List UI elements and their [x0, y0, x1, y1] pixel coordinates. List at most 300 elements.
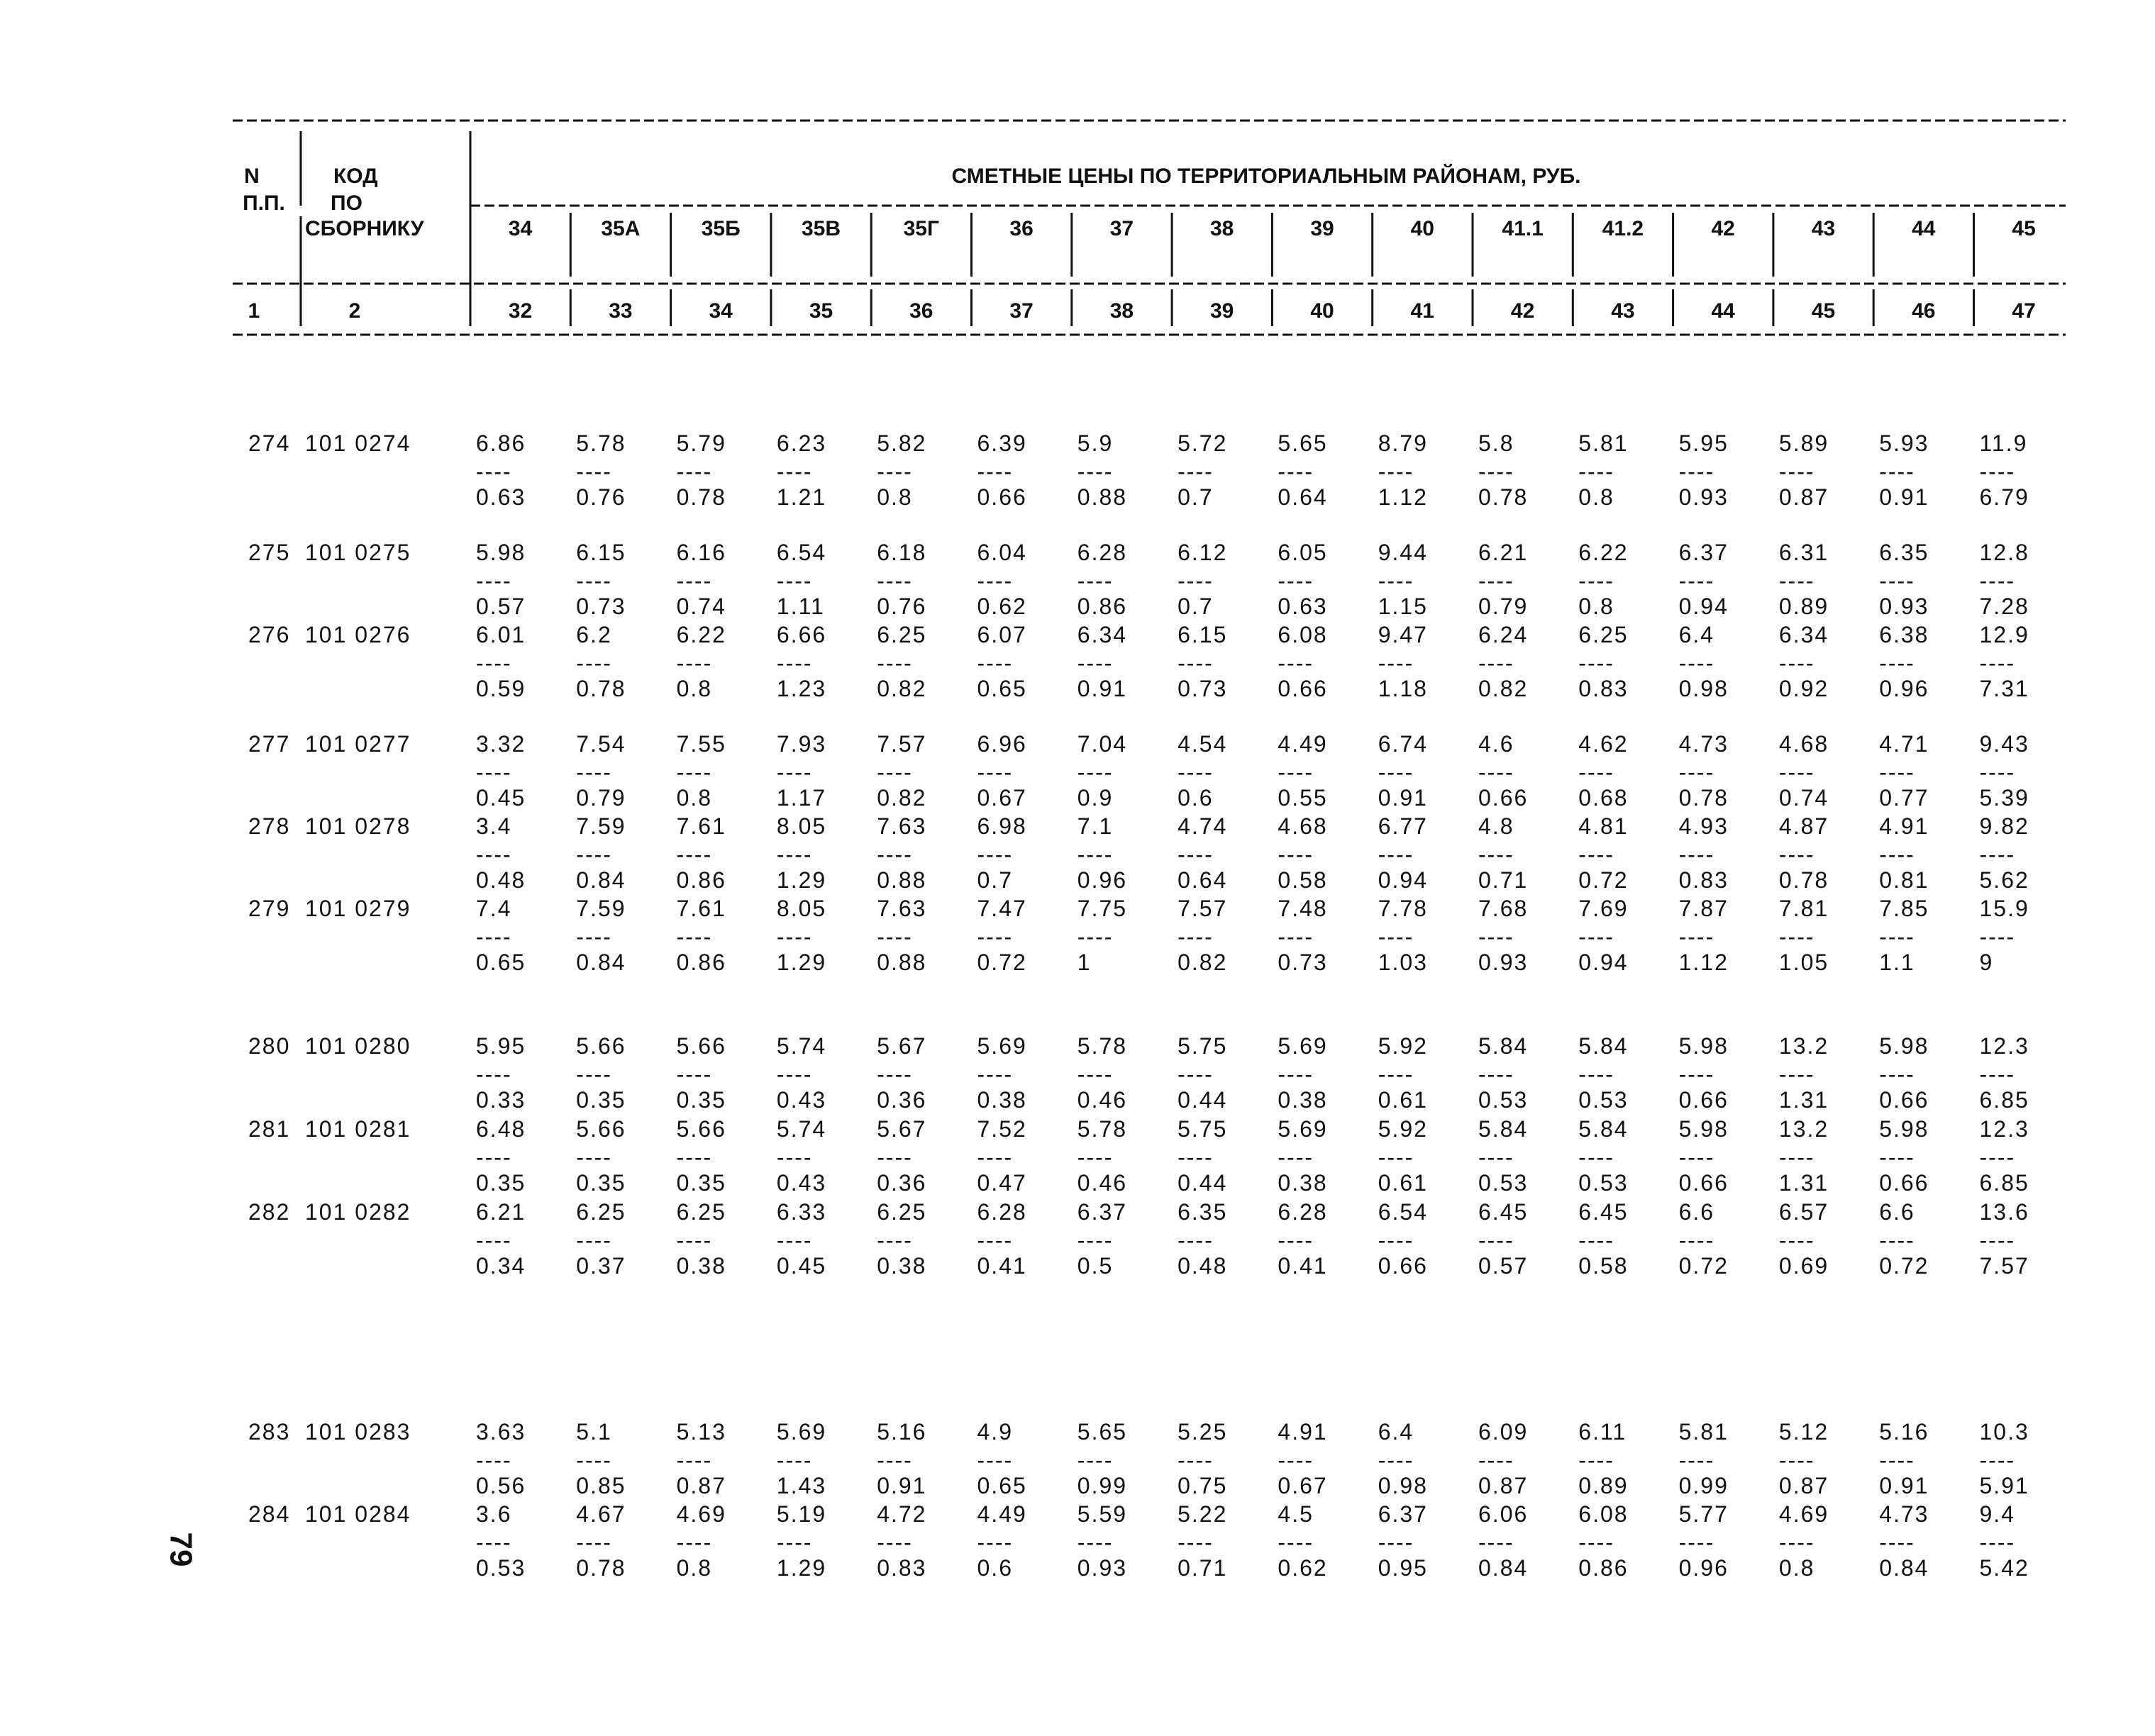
price-value-secondary: 0.91 [877, 1473, 927, 1498]
fraction-line: ---- [1979, 1228, 2016, 1253]
fraction-line: ---- [1478, 568, 1514, 594]
fraction-line: ---- [1178, 842, 1214, 867]
fraction-line: ---- [1378, 842, 1414, 867]
fraction-line: ---- [1879, 1530, 1915, 1555]
fraction-line: ---- [776, 760, 813, 785]
price-value: 4.62 [1578, 731, 1629, 757]
fraction-line: ---- [1378, 1228, 1414, 1253]
fraction-line: ---- [1578, 1447, 1614, 1473]
price-value: 6.4 [1678, 622, 1715, 647]
price-value-secondary: 0.73 [1278, 950, 1328, 975]
fraction-line: ---- [1077, 1228, 1114, 1253]
price-value-secondary: 0.66 [1278, 676, 1328, 701]
price-value: 4.91 [1879, 813, 1929, 839]
price-value-secondary: 0.78 [676, 484, 726, 510]
region-label: 45 [2012, 217, 2036, 240]
fraction-line: ---- [1778, 1447, 1815, 1473]
price-value-secondary: 0.35 [576, 1087, 626, 1113]
price-value-secondary: 0.76 [576, 484, 626, 510]
price-value: 5.84 [1478, 1033, 1529, 1059]
price-value: 6.24 [1478, 622, 1529, 647]
price-value-secondary: 0.9 [1077, 785, 1114, 811]
fraction-line: ---- [1578, 1062, 1614, 1087]
price-value: 12.9 [1979, 622, 2029, 647]
price-value: 7.04 [1077, 731, 1128, 757]
fraction-line: ---- [476, 924, 512, 950]
price-value-secondary: 0.91 [1879, 484, 1929, 510]
price-value: 6.22 [1578, 540, 1629, 565]
column-number: 35 [809, 299, 833, 323]
fraction-line: ---- [1879, 1228, 1915, 1253]
row-number: 278 [248, 813, 291, 839]
fraction-line: ---- [1979, 1447, 2016, 1473]
fraction-line: ---- [776, 650, 813, 676]
price-value: 5.69 [977, 1033, 1027, 1059]
price-value: 3.4 [476, 813, 512, 839]
price-value-secondary: 0.84 [576, 867, 626, 893]
region-label: 43 [1811, 217, 1836, 240]
price-value: 7.59 [576, 896, 626, 921]
header-title: СМЕТНЫЕ ЦЕНЫ ПО ТЕРРИТОРИАЛЬНЫМ РАЙОНАМ, РУБ. [951, 165, 1581, 188]
price-value: 6.23 [776, 430, 827, 456]
fraction-line: ---- [1979, 650, 2016, 676]
fraction-line: ---- [1478, 1062, 1514, 1087]
fraction-line: ---- [1478, 459, 1514, 484]
price-value: 6.07 [977, 622, 1027, 647]
fraction-line: ---- [1778, 1228, 1815, 1253]
column-number: 36 [909, 299, 934, 323]
price-value: 7.85 [1879, 896, 1929, 921]
price-value-secondary: 1.17 [776, 785, 827, 811]
fraction-line: ---- [977, 1530, 1014, 1555]
price-value-secondary: 0.6 [977, 1555, 1013, 1581]
fraction-line: ---- [576, 459, 612, 484]
fraction-line: ---- [1478, 1228, 1514, 1253]
price-value: 6.25 [576, 1199, 626, 1225]
row-number: 284 [248, 1501, 291, 1527]
price-value: 5.78 [576, 430, 626, 456]
price-value-secondary: 0.72 [977, 950, 1027, 975]
column-number-2: 2 [348, 299, 361, 323]
price-value: 6.25 [877, 1199, 927, 1225]
price-value: 6.25 [1578, 622, 1629, 647]
fraction-line: ---- [1077, 924, 1114, 950]
price-value: 6.4 [1378, 1419, 1414, 1445]
price-value-secondary: 0.83 [877, 1555, 927, 1581]
fraction-line: ---- [1979, 924, 2016, 950]
fraction-line: ---- [1378, 1530, 1414, 1555]
fraction-line: ---- [1979, 568, 2016, 594]
fraction-line: ---- [576, 760, 612, 785]
fraction-line: ---- [1778, 1145, 1815, 1170]
price-value: 5.16 [877, 1419, 927, 1445]
fraction-line: ---- [1778, 459, 1815, 484]
table-body [248, 430, 2029, 1581]
table-row [248, 622, 2029, 701]
price-value: 4.5 [1278, 1501, 1314, 1527]
price-value-secondary: 0.78 [1678, 785, 1729, 811]
price-value: 5.65 [1077, 1419, 1128, 1445]
price-value-secondary: 0.59 [476, 676, 526, 701]
region-label: 44 [1912, 217, 1936, 240]
price-value-secondary: 0.8 [1578, 594, 1614, 619]
fraction-line: ---- [1077, 1145, 1114, 1170]
price-value-secondary: 0.38 [977, 1087, 1027, 1113]
price-value: 7.1 [1077, 813, 1114, 839]
table-row [248, 1033, 2029, 1113]
table-row [248, 896, 2029, 975]
table-row [248, 1199, 2029, 1279]
row-number: 281 [248, 1116, 291, 1142]
column-number: 47 [2012, 299, 2036, 323]
fraction-line: ---- [877, 459, 913, 484]
price-value-secondary: 1.29 [776, 867, 827, 893]
price-value-secondary: 5.39 [1979, 785, 2029, 811]
fraction-line: ---- [476, 842, 512, 867]
price-value: 9.4 [1979, 1501, 2015, 1527]
fraction-line: ---- [1178, 1228, 1214, 1253]
price-value-secondary: 0.74 [1778, 785, 1829, 811]
fraction-line: ---- [1278, 568, 1314, 594]
price-value-secondary: 0.72 [1578, 867, 1629, 893]
price-value: 6.98 [977, 813, 1027, 839]
price-value: 4.68 [1278, 813, 1328, 839]
price-value: 5.1 [576, 1419, 612, 1445]
price-value-secondary: 0.86 [676, 867, 726, 893]
fraction-line: ---- [877, 650, 913, 676]
table-header [243, 164, 2036, 323]
price-value-secondary: 0.41 [1278, 1253, 1328, 1279]
price-value: 12.3 [1979, 1116, 2029, 1142]
price-value: 6.96 [977, 731, 1027, 757]
price-value: 4.87 [1778, 813, 1829, 839]
price-value-secondary: 0.84 [576, 950, 626, 975]
column-number: 44 [1711, 299, 1735, 323]
fraction-line: ---- [1478, 1145, 1514, 1170]
row-number: 276 [248, 622, 291, 647]
price-value-secondary: 0.94 [1578, 950, 1629, 975]
fraction-line: ---- [1879, 459, 1915, 484]
price-value: 5.66 [676, 1033, 726, 1059]
price-value: 6.08 [1278, 622, 1328, 647]
price-value-secondary: 0.44 [1178, 1170, 1228, 1196]
price-value: 4.9 [977, 1419, 1013, 1445]
fraction-line: ---- [1778, 568, 1815, 594]
page-number: 79 [163, 1532, 199, 1567]
price-value-secondary: 0.36 [877, 1170, 927, 1196]
price-value-secondary: 0.35 [676, 1087, 726, 1113]
price-value: 5.89 [1778, 430, 1829, 456]
fraction-line: ---- [576, 650, 612, 676]
region-label: 37 [1109, 217, 1134, 240]
price-value-secondary: 0.93 [1478, 950, 1529, 975]
price-value-secondary: 0.37 [576, 1253, 626, 1279]
fraction-line: ---- [476, 568, 512, 594]
price-value-secondary: 0.93 [1077, 1555, 1128, 1581]
price-value-secondary: 0.8 [1578, 484, 1614, 510]
price-value-secondary: 0.94 [1378, 867, 1428, 893]
price-value-secondary: 0.81 [1879, 867, 1929, 893]
fraction-line: ---- [1077, 459, 1114, 484]
price-value-secondary: 0.88 [1077, 484, 1128, 510]
column-number: 38 [1109, 299, 1134, 323]
price-value-secondary: 0.99 [1077, 1473, 1128, 1498]
price-value: 5.59 [1077, 1501, 1128, 1527]
fraction-line: ---- [977, 924, 1014, 950]
row-code: 101 0276 [305, 622, 411, 647]
price-value-secondary: 0.83 [1678, 867, 1729, 893]
price-value-secondary: 0.62 [977, 594, 1027, 619]
price-value-secondary: 1.23 [776, 676, 827, 701]
price-value-secondary: 0.43 [776, 1087, 827, 1113]
price-value: 6.05 [1278, 540, 1328, 565]
price-value-secondary: 0.91 [1378, 785, 1428, 811]
price-value-secondary: 1.21 [776, 484, 827, 510]
price-value-secondary: 0.58 [1578, 1253, 1629, 1279]
price-value: 6.37 [1378, 1501, 1428, 1527]
price-value: 9.47 [1378, 622, 1428, 647]
price-value-secondary: 7.28 [1979, 594, 2029, 619]
fraction-line: ---- [776, 459, 813, 484]
price-value-secondary: 5.42 [1979, 1555, 2029, 1581]
column-number: 39 [1210, 299, 1234, 323]
table-row [248, 1419, 2029, 1498]
price-value-secondary: 0.85 [576, 1473, 626, 1498]
fraction-line: ---- [676, 568, 713, 594]
price-value: 3.63 [476, 1419, 526, 1445]
price-value: 4.54 [1178, 731, 1228, 757]
price-value: 5.75 [1178, 1033, 1228, 1059]
price-value-secondary: 0.63 [476, 484, 526, 510]
dashed-rules [233, 121, 2066, 335]
price-value: 7.69 [1578, 896, 1629, 921]
fraction-line: ---- [1578, 760, 1614, 785]
fraction-line: ---- [576, 842, 612, 867]
price-value-secondary: 0.73 [576, 594, 626, 619]
fraction-line: ---- [1578, 924, 1614, 950]
price-value-secondary: 0.48 [1178, 1253, 1228, 1279]
fraction-line: ---- [1378, 924, 1414, 950]
price-value-secondary: 0.72 [1879, 1253, 1929, 1279]
price-value: 6.01 [476, 622, 526, 647]
price-value: 4.91 [1278, 1419, 1328, 1445]
region-label: 41.2 [1602, 217, 1644, 240]
price-value: 6.54 [1378, 1199, 1428, 1225]
price-value-secondary: 5.62 [1979, 867, 2029, 893]
price-value-secondary: 0.91 [1077, 676, 1128, 701]
fraction-line: ---- [977, 568, 1014, 594]
price-value-secondary: 1.31 [1778, 1087, 1829, 1113]
row-number: 283 [248, 1419, 291, 1445]
price-value: 4.73 [1678, 731, 1729, 757]
price-value: 7.57 [1178, 896, 1228, 921]
price-value-secondary: 0.46 [1077, 1170, 1128, 1196]
row-code: 101 0284 [305, 1501, 411, 1527]
price-value: 7.81 [1778, 896, 1829, 921]
price-value-secondary: 0.71 [1478, 867, 1529, 893]
row-code: 101 0281 [305, 1116, 411, 1142]
price-value: 6.25 [676, 1199, 726, 1225]
fraction-line: ---- [1378, 760, 1414, 785]
price-value-secondary: 0.45 [476, 785, 526, 811]
fraction-line: ---- [1778, 842, 1815, 867]
price-value: 6.35 [1879, 540, 1929, 565]
price-value: 4.72 [877, 1501, 927, 1527]
price-value-secondary: 0.87 [1778, 484, 1829, 510]
price-value: 6.33 [776, 1199, 827, 1225]
price-value: 5.77 [1678, 1501, 1729, 1527]
price-value: 4.74 [1178, 813, 1228, 839]
fraction-line: ---- [877, 760, 913, 785]
price-value: 3.32 [476, 731, 526, 757]
fraction-line: ---- [877, 1145, 913, 1170]
price-value-secondary: 0.84 [1879, 1555, 1929, 1581]
fraction-line: ---- [977, 842, 1014, 867]
row-code: 101 0278 [305, 813, 411, 839]
region-label: 35Б [701, 217, 741, 240]
fraction-line: ---- [877, 568, 913, 594]
fraction-line: ---- [977, 650, 1014, 676]
fraction-line: ---- [1278, 459, 1314, 484]
fraction-line: ---- [776, 924, 813, 950]
header-rules [233, 121, 2066, 335]
price-value-secondary: 0.63 [1278, 594, 1328, 619]
price-value: 7.63 [877, 813, 927, 839]
price-value: 6.37 [1678, 540, 1729, 565]
fraction-line: ---- [776, 1447, 813, 1473]
fraction-line: ---- [1077, 1530, 1114, 1555]
price-value: 7.54 [576, 731, 626, 757]
fraction-line: ---- [576, 568, 612, 594]
fraction-line: ---- [1879, 568, 1915, 594]
row-number: 277 [248, 731, 291, 757]
fraction-line: ---- [977, 459, 1014, 484]
fraction-line: ---- [476, 1530, 512, 1555]
price-value-secondary: 0.58 [1278, 867, 1328, 893]
fraction-line: ---- [1378, 1447, 1414, 1473]
price-value: 8.05 [776, 896, 827, 921]
price-value: 5.22 [1178, 1501, 1228, 1527]
price-value-secondary: 0.57 [476, 594, 526, 619]
fraction-line: ---- [1278, 1447, 1314, 1473]
price-value-secondary: 0.79 [1478, 594, 1529, 619]
price-value-secondary: 0.74 [676, 594, 726, 619]
price-value: 7.61 [676, 896, 726, 921]
price-value-secondary: 0.35 [476, 1170, 526, 1196]
price-value: 5.78 [1077, 1033, 1128, 1059]
header-po: ПО [331, 191, 362, 215]
price-value: 5.75 [1178, 1116, 1228, 1142]
price-value-secondary: 0.46 [1077, 1087, 1128, 1113]
row-number: 280 [248, 1033, 291, 1059]
price-value: 5.65 [1278, 430, 1328, 456]
price-value: 7.78 [1378, 896, 1428, 921]
price-value-secondary: 0.48 [476, 867, 526, 893]
fraction-line: ---- [877, 1530, 913, 1555]
price-value: 6.77 [1378, 813, 1428, 839]
fraction-line: ---- [1478, 924, 1514, 950]
fraction-line: ---- [576, 924, 612, 950]
row-code: 101 0282 [305, 1199, 411, 1225]
price-value: 6.35 [1178, 1199, 1228, 1225]
price-value-secondary: 1.12 [1378, 484, 1428, 510]
price-value: 4.68 [1778, 731, 1829, 757]
price-value-secondary: 0.65 [476, 950, 526, 975]
price-value-secondary: 0.96 [1678, 1555, 1729, 1581]
price-value-secondary: 0.35 [676, 1170, 726, 1196]
price-value: 6.66 [776, 622, 827, 647]
price-value: 6.12 [1178, 540, 1228, 565]
column-number: 32 [508, 299, 533, 323]
price-value: 7.48 [1278, 896, 1328, 921]
price-value-secondary: 0.98 [1678, 676, 1729, 701]
price-value: 5.69 [776, 1419, 827, 1445]
price-value: 6.09 [1478, 1419, 1529, 1445]
fraction-line: ---- [1678, 1228, 1715, 1253]
fraction-line: ---- [476, 1228, 512, 1253]
header-pp: П.П. [243, 191, 285, 215]
price-value-secondary: 1.15 [1378, 594, 1428, 619]
fraction-line: ---- [1578, 842, 1614, 867]
fraction-line: ---- [1678, 760, 1715, 785]
price-value: 6.22 [676, 622, 726, 647]
header-sborniku: СБОРНИКУ [305, 217, 424, 240]
price-value-secondary: 0.96 [1077, 867, 1128, 893]
price-value-secondary: 0.88 [877, 867, 927, 893]
fraction-line: ---- [1879, 1062, 1915, 1087]
price-value: 13.2 [1778, 1033, 1829, 1059]
price-value-secondary: 0.66 [1879, 1087, 1929, 1113]
price-value-secondary: 0.93 [1678, 484, 1729, 510]
price-value: 6.45 [1478, 1199, 1529, 1225]
price-value-secondary: 1.29 [776, 950, 827, 975]
price-value-secondary: 0.67 [977, 785, 1027, 811]
fraction-line: ---- [1478, 842, 1514, 867]
fraction-line: ---- [977, 1062, 1014, 1087]
price-value: 7.75 [1077, 896, 1128, 921]
fraction-line: ---- [1077, 568, 1114, 594]
fraction-line: ---- [1077, 650, 1114, 676]
fraction-line: ---- [877, 842, 913, 867]
price-value-secondary: 0.82 [877, 676, 927, 701]
fraction-line: ---- [1778, 650, 1815, 676]
fraction-line: ---- [676, 1447, 713, 1473]
price-value-secondary: 0.99 [1678, 1473, 1729, 1498]
fraction-line: ---- [676, 1145, 713, 1170]
price-value-secondary: 0.76 [877, 594, 927, 619]
price-value-secondary: 0.33 [476, 1087, 526, 1113]
price-value: 5.69 [1278, 1033, 1328, 1059]
price-value: 4.71 [1879, 731, 1929, 757]
fraction-line: ---- [877, 924, 913, 950]
price-value: 5.8 [1478, 430, 1514, 456]
fraction-line: ---- [1278, 1530, 1314, 1555]
price-value-secondary: 0.53 [1478, 1087, 1529, 1113]
price-value: 5.98 [1678, 1116, 1729, 1142]
price-value-secondary: 0.75 [1178, 1473, 1228, 1498]
price-value-secondary: 0.79 [576, 785, 626, 811]
fraction-line: ---- [1278, 842, 1314, 867]
price-value: 7.4 [476, 896, 512, 921]
price-value-secondary: 0.8 [877, 484, 913, 510]
price-value-secondary: 0.82 [877, 785, 927, 811]
fraction-line: ---- [1879, 842, 1915, 867]
fraction-line: ---- [776, 1062, 813, 1087]
price-value-secondary: 0.44 [1178, 1087, 1228, 1113]
fraction-line: ---- [1478, 650, 1514, 676]
table-row [248, 813, 2029, 893]
price-value: 6.31 [1778, 540, 1829, 565]
